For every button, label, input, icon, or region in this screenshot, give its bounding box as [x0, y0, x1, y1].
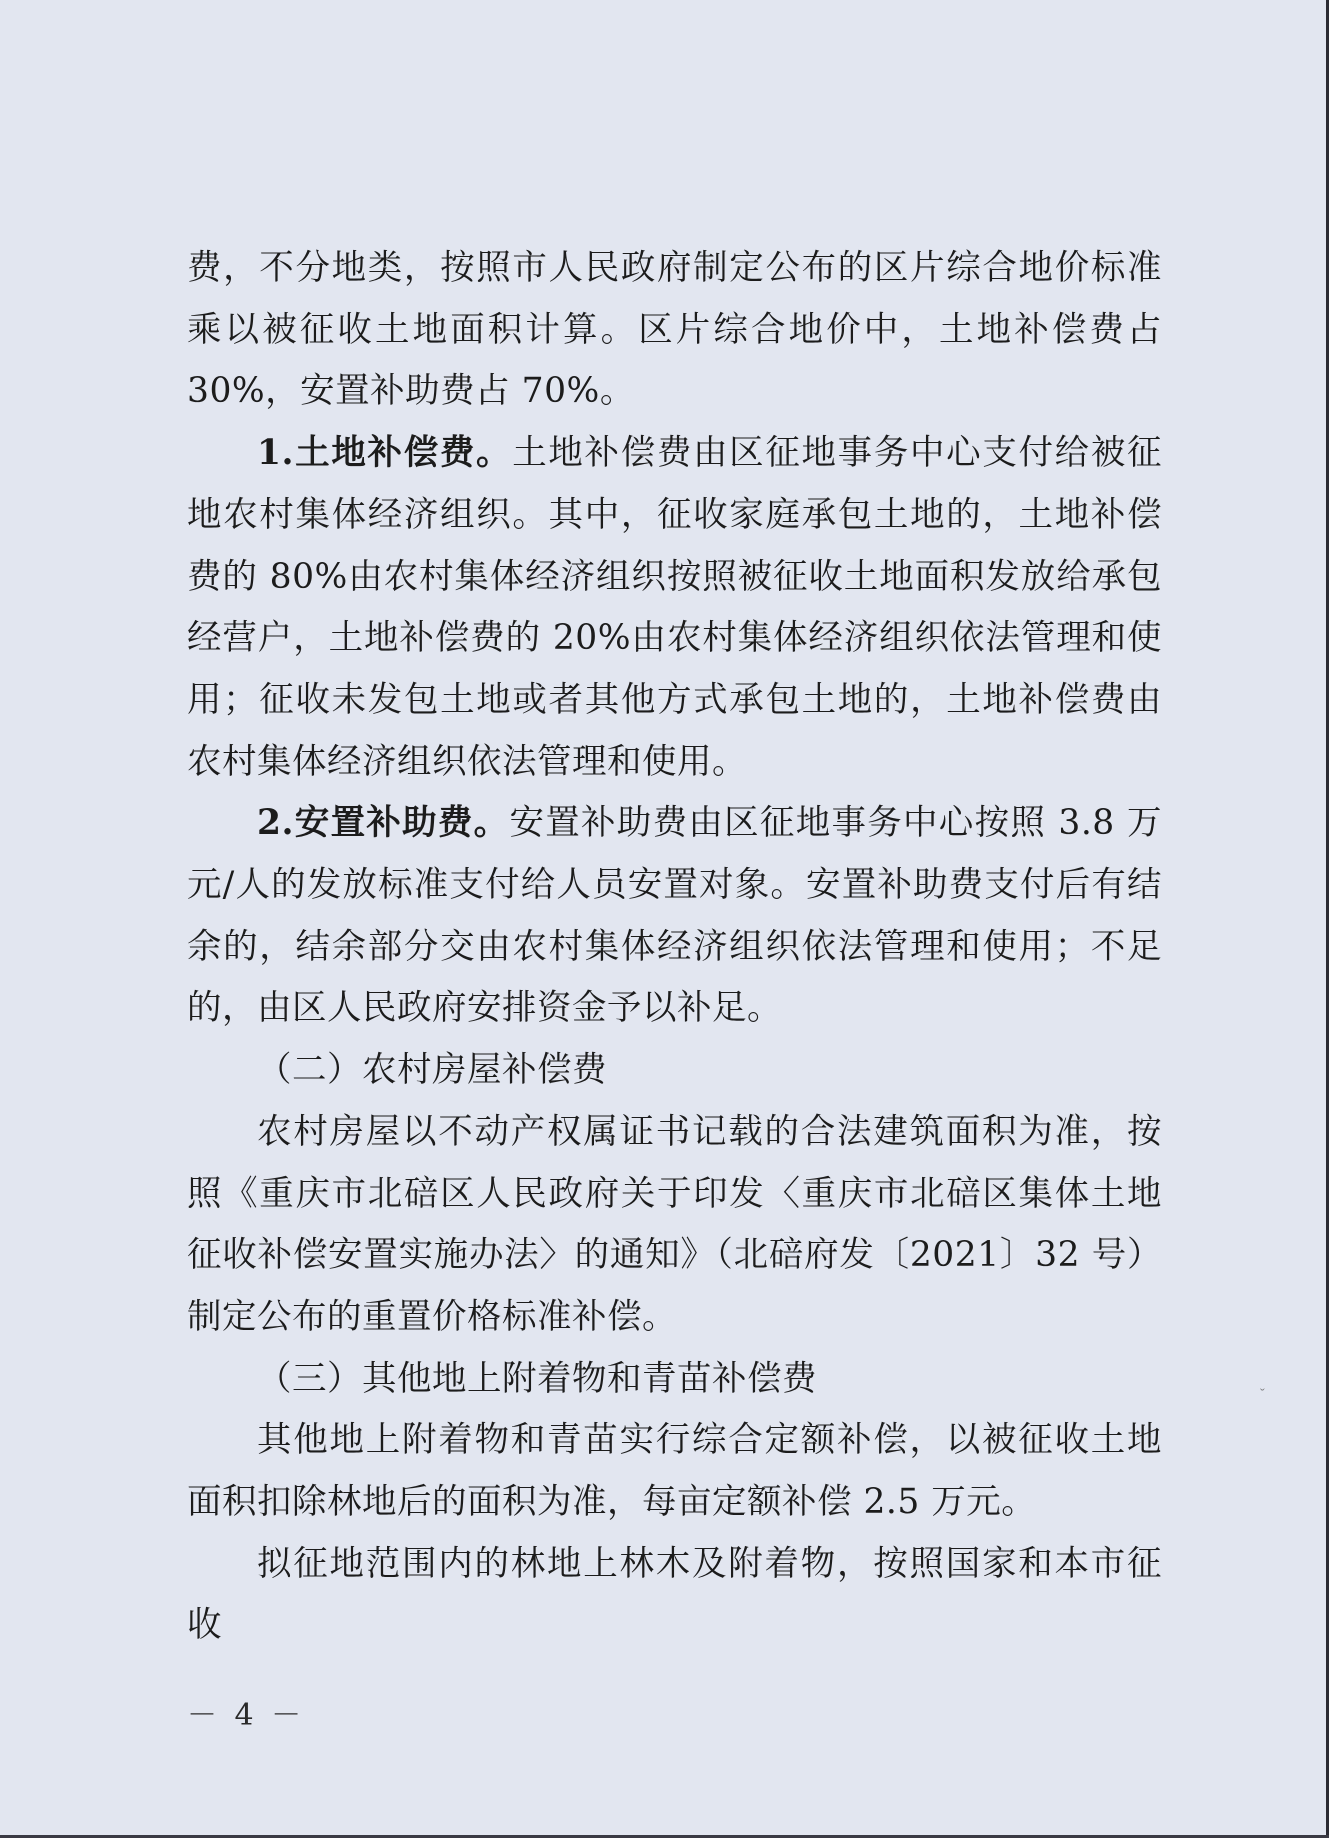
- paragraph-body-resettlement-subsidy: 安置补助费由区征地事务中心按照 3.8 万元/人的发放标准支付给人员安置对象。安置补助费支付后有结余的，结余部分交由农村集体经济组织依法管理和使用；不足的，由区人民政府安排资金予以补足。: [187, 803, 1162, 1029]
- paragraph-forest-land: 拟征地范围内的林地上林木及附着物，按照国家和本市征收: [187, 1543, 1162, 1646]
- paragraph-land-fee-continued: 费，不分地类，按照市人民政府制定公布的区片综合地价标准乘以被征收土地面积计算。区片综合地价中，土地补偿费占 30%，安置补助费占 70%。: [187, 248, 1162, 412]
- body-text: [187, 238, 1162, 1657]
- paragraph-rural-housing: 农村房屋以不动产权属证书记载的合法建筑面积为准，按照《重庆市北碚区人民政府关于印发〈重庆市北碚区集体土地征收补偿安置实施办法〉的通知》（北碚府发〔2021〕32 号）制定公布的重置价格标准补偿。: [187, 1111, 1162, 1337]
- paragraph-land-compensation: [187, 423, 1162, 793]
- paragraph-lead-land-compensation: 1.土地补偿费。: [257, 433, 513, 474]
- section-heading-rural-housing: （二）农村房屋补偿费: [257, 1050, 607, 1091]
- paragraph-body-land-compensation: 土地补偿费由区征地事务中心支付给被征地农村集体经济组织。其中，征收家庭承包土地的，土地补偿费的 80%由农村集体经济组织按照被征收土地面积发放给承包经营户，土地补偿费的 20%由农村集体经济组织依法管理和使用；征收未发包土地或者其他方式承包土地的，土地补偿费由农村集体经济组织依法管理和使用。: [187, 433, 1163, 782]
- scan-speck: ˇ: [1260, 1387, 1265, 1402]
- paragraph-lead-resettlement-subsidy: 2.安置补助费。: [257, 803, 510, 844]
- paragraph-attachments-crops: 其他地上附着物和青苗实行综合定额补偿，以被征收土地面积扣除林地后的面积为准，每亩定额补偿 2.5 万元。: [187, 1420, 1162, 1523]
- paragraph-resettlement-subsidy: [187, 793, 1162, 1040]
- page-number: － 4 －: [187, 1698, 306, 1733]
- section-heading-attachments-crops: （三）其他地上附着物和青苗补偿费: [257, 1358, 817, 1399]
